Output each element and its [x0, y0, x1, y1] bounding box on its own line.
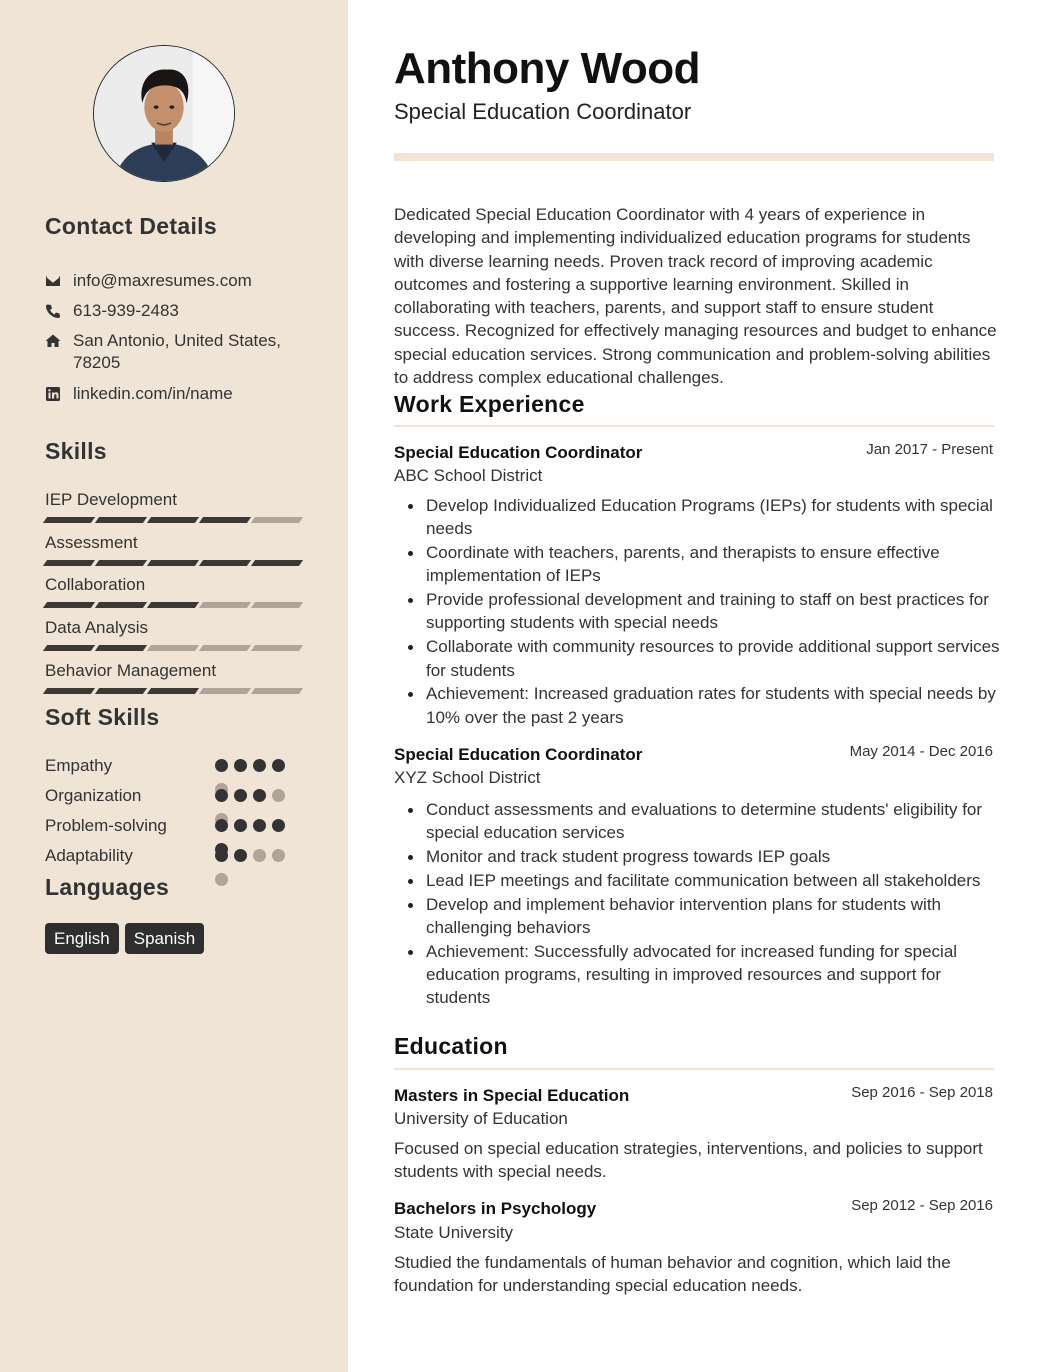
skill-rating-segment [147, 560, 199, 566]
soft-skill-name: Adaptability [45, 846, 133, 865]
degree-title: Bachelors in Psychology [394, 1199, 597, 1218]
skill-rating-segment [251, 517, 303, 523]
contact-address [45, 330, 315, 374]
soft-skill-rating-dot [234, 789, 247, 802]
skill-name: IEP Development [45, 490, 177, 509]
job-dates: May 2014 - Dec 2016 [849, 743, 993, 760]
skill-rating-segment [95, 688, 147, 694]
skill-rating-segment [251, 645, 303, 651]
skill-rating-segment [147, 688, 199, 694]
person-name: Anthony Wood [394, 44, 700, 93]
soft-skill-rating-dot [234, 819, 247, 832]
summary: Dedicated Special Education Coordinator with 4 years of experience in developing and implementing individualized education programs for students with diverse learning needs. Proven track record of improving academic outcomes and fostering a supportive learning environment. Skilled in collaborating with teachers, parents, and support staff to ensure student success. Recognized for effectively managing resources and budget to enhance special education services. Strong communication and problem-solving abilities to address complex educational challenges. [394, 205, 997, 388]
education-heading: Education [394, 1033, 508, 1059]
job-title: Special Education Coordinator [394, 745, 643, 764]
skill-rating-segment [251, 602, 303, 608]
job-responsibilities [394, 798, 1000, 1010]
responsibility-item: Monitor and track student progress towards IEP goals [394, 845, 1000, 868]
skill-item [45, 533, 305, 566]
skill-rating-segment [147, 517, 199, 523]
skill-rating-segment [251, 560, 303, 566]
responsibility-item: Lead IEP meetings and facilitate communication between all stakeholders [394, 869, 1000, 892]
phone-text: 613-939-2483 [73, 301, 179, 320]
skill-rating-segment [251, 688, 303, 694]
degree-description: Focused on special education strategies, interventions, and policies to support students with special needs. [394, 1139, 983, 1182]
soft-skill-rating-dot [253, 789, 266, 802]
school-name: University of Education [394, 1109, 568, 1128]
soft-skill-rating-dot [215, 819, 228, 832]
contact-email[interactable] [45, 270, 315, 292]
soft-skill-item [45, 815, 305, 837]
soft-skill-name: Problem-solving [45, 816, 167, 835]
soft-skill-rating-dot [253, 759, 266, 772]
school-name: State University [394, 1223, 514, 1242]
skill-rating-segment [95, 645, 147, 651]
skill-rating [45, 560, 305, 566]
responsibility-item: Develop and implement behavior intervention plans for students with challenging behaviors [394, 893, 1000, 940]
soft-skill-rating-dot [272, 789, 285, 802]
contact-linkedin[interactable] [45, 383, 315, 405]
address-text: San Antonio, United States, 78205 [73, 331, 281, 372]
skill-rating-segment [199, 645, 251, 651]
skill-rating-segment [147, 645, 199, 651]
job-responsibilities [394, 494, 1000, 729]
degree-title: Masters in Special Education [394, 1086, 630, 1105]
language-badge: Spanish [125, 923, 204, 954]
sidebar [0, 0, 348, 1372]
soft-skill-rating-dot [253, 849, 266, 862]
skill-rating [45, 517, 305, 523]
skill-name: Collaboration [45, 575, 146, 594]
degree-description: Studied the fundamentals of human behavior and cognition, which laid the foundation for understanding special education needs. [394, 1253, 951, 1296]
soft-skill-item [45, 755, 305, 777]
responsibility-item: Coordinate with teachers, parents, and therapists to ensure effective implementation of IEPs [394, 541, 1000, 588]
job-title: Special Education Coordinator [394, 443, 643, 462]
soft-skill-rating-dot [272, 819, 285, 832]
skill-rating-segment [95, 517, 147, 523]
linkedin-text: linkedin.com/in/name [73, 384, 233, 403]
degree-dates: Sep 2016 - Sep 2018 [851, 1084, 993, 1101]
languages-list [45, 923, 204, 954]
job-dates: Jan 2017 - Present [866, 441, 993, 458]
skill-item [45, 490, 305, 523]
soft-skill-name: Organization [45, 786, 142, 805]
skill-name: Behavior Management [45, 661, 217, 680]
soft-skill-rating-dot [215, 789, 228, 802]
person-title: Special Education Coordinator [394, 99, 692, 124]
skill-rating [45, 645, 305, 651]
skill-rating-segment [95, 560, 147, 566]
skill-rating-segment [43, 645, 95, 651]
responsibility-item: Achievement: Increased graduation rates for students with special needs by 10% over the past 2 years [394, 682, 1000, 729]
skill-rating-segment [43, 602, 95, 608]
degree-dates: Sep 2012 - Sep 2016 [851, 1197, 993, 1214]
skill-rating-segment [199, 688, 251, 694]
skill-rating [45, 688, 305, 694]
skill-rating [45, 602, 305, 608]
profile-photo [94, 46, 234, 181]
soft-skill-rating-dot [234, 849, 247, 862]
soft-skill-rating-dot [215, 849, 228, 862]
phone-icon [45, 300, 73, 322]
soft-skill-rating-dot [272, 849, 285, 862]
contact-phone[interactable] [45, 300, 315, 322]
skill-rating-segment [199, 602, 251, 608]
home-icon [45, 330, 73, 352]
skill-name: Assessment [45, 533, 138, 552]
skill-item [45, 575, 305, 608]
skill-rating-segment [43, 517, 95, 523]
skill-rating-segment [199, 517, 251, 523]
soft-skill-item [45, 785, 305, 807]
main-content [348, 0, 1040, 1372]
work-divider [394, 425, 994, 427]
email-text: info@maxresumes.com [73, 271, 252, 290]
skill-rating-segment [147, 602, 199, 608]
languages-heading: Languages [45, 874, 170, 900]
responsibility-item: Achievement: Successfully advocated for increased funding for special education programs, resulting in improved resources and support for students [394, 940, 1000, 1010]
skill-name: Data Analysis [45, 618, 148, 637]
responsibility-item: Provide professional development and training to staff on best practices for supporting students with special needs [394, 588, 1000, 635]
soft-skill-rating-dot [234, 759, 247, 772]
responsibility-item: Collaborate with community resources to provide additional support services for students [394, 635, 1000, 682]
soft-skill-rating-dot [253, 819, 266, 832]
soft-skill-rating-dot [215, 759, 228, 772]
skill-rating-segment [199, 560, 251, 566]
job-organization: ABC School District [394, 466, 543, 485]
linkedin-icon [45, 383, 73, 405]
skill-item [45, 618, 305, 651]
skills-heading: Skills [45, 438, 107, 464]
skill-rating-segment [43, 688, 95, 694]
responsibility-item: Develop Individualized Education Programs (IEPs) for students with special needs [394, 494, 1000, 541]
skill-item [45, 661, 305, 694]
soft-skill-rating-dot [272, 759, 285, 772]
soft-skills-heading: Soft Skills [45, 704, 160, 730]
soft-skill-name: Empathy [45, 756, 113, 775]
soft-skill-item [45, 845, 305, 867]
skill-rating-segment [95, 602, 147, 608]
header-divider [394, 153, 994, 161]
soft-skill-rating-dot [215, 873, 228, 886]
responsibility-item: Conduct assessments and evaluations to determine students' eligibility for special education services [394, 798, 1000, 845]
language-badge: English [45, 923, 119, 954]
avatar [93, 45, 235, 182]
skill-rating-segment [43, 560, 95, 566]
education-divider [394, 1068, 994, 1070]
work-heading: Work Experience [394, 391, 585, 417]
contact-heading: Contact Details [45, 213, 217, 239]
envelope-icon [45, 270, 73, 292]
job-organization: XYZ School District [394, 768, 541, 787]
